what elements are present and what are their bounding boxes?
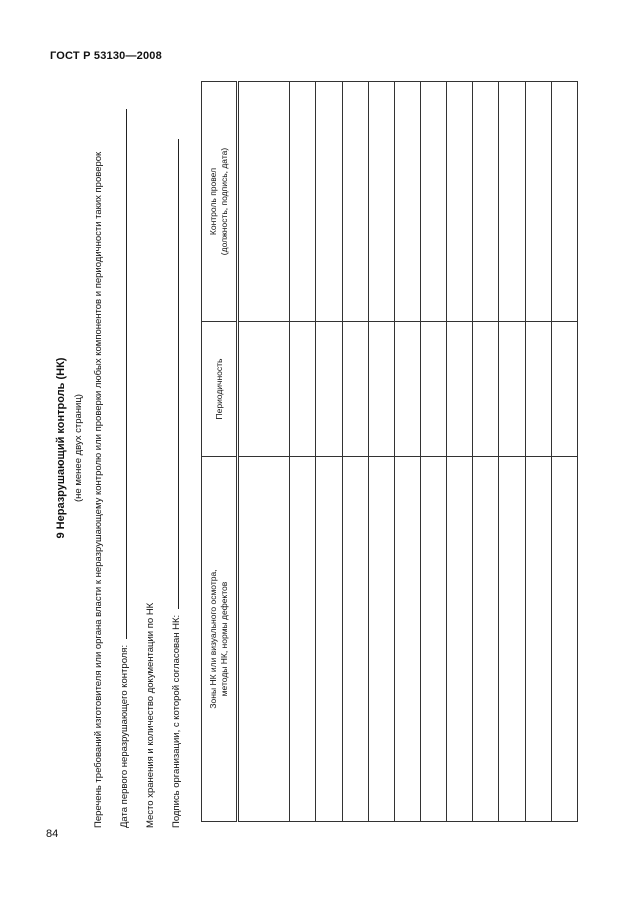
table-header-row <box>202 82 238 822</box>
inspector-cell[interactable] <box>238 82 290 322</box>
zones-cell[interactable] <box>316 457 342 822</box>
table-row <box>238 82 290 822</box>
inspector-cell[interactable] <box>290 82 316 322</box>
first-inspection-date-label: Дата первого неразрушающего контроля: <box>119 644 130 828</box>
zones-cell[interactable] <box>499 457 525 822</box>
column-header-inspector-line2: (должность, подпись, дата) <box>219 147 229 256</box>
periodicity-cell[interactable] <box>368 322 394 457</box>
table-row <box>551 82 577 822</box>
column-header-inspector <box>202 82 238 322</box>
agreement-signature-label: Подпись организации, с которой согласован НК: <box>171 614 182 828</box>
documentation-location-line <box>145 603 156 828</box>
inspector-cell[interactable] <box>525 82 551 322</box>
landscape-content <box>55 68 585 828</box>
zones-cell[interactable] <box>447 457 473 822</box>
inspector-cell[interactable] <box>368 82 394 322</box>
periodicity-cell[interactable] <box>499 322 525 457</box>
document-header: ГОСТ Р 53130—2008 <box>50 50 162 62</box>
periodicity-cell[interactable] <box>551 322 577 457</box>
page-number: 84 <box>46 828 59 840</box>
section-subtitle: (не менее двух страниц) <box>73 394 84 502</box>
periodicity-cell[interactable] <box>447 322 473 457</box>
inspector-cell[interactable] <box>447 82 473 322</box>
column-header-zones-line2: методы НК, нормы дефектов <box>219 581 229 697</box>
table-row <box>316 82 342 822</box>
periodicity-cell[interactable] <box>316 322 342 457</box>
table-row <box>525 82 551 822</box>
table-row <box>368 82 394 822</box>
table-row <box>394 82 420 822</box>
periodicity-cell[interactable] <box>342 322 368 457</box>
periodicity-cell[interactable] <box>290 322 316 457</box>
column-header-periodicity <box>202 322 238 457</box>
zones-cell[interactable] <box>368 457 394 822</box>
column-header-zones-line1: Зоны НК или визуального осмотра, <box>208 569 218 709</box>
nk-table <box>201 81 578 822</box>
documentation-location-label: Место хранения и количество документации по НК <box>145 602 156 828</box>
periodicity-cell[interactable] <box>394 322 420 457</box>
section-title: 9 Неразрушающий контроль (НК) <box>55 357 67 539</box>
zones-cell[interactable] <box>421 457 447 822</box>
agreement-signature-blank[interactable] <box>177 139 179 609</box>
column-header-inspector-line1: Контроль провел <box>208 167 218 236</box>
periodicity-cell[interactable] <box>421 322 447 457</box>
zones-cell[interactable] <box>290 457 316 822</box>
requirements-list-label: Перечень требований изготовителя или органа власти к неразрушающему контролю или проверки любых компонентов и периодичности таких проверок <box>93 151 104 828</box>
first-inspection-date-blank[interactable] <box>125 109 127 639</box>
inspector-cell[interactable] <box>394 82 420 322</box>
periodicity-cell[interactable] <box>473 322 499 457</box>
column-header-periodicity-label: Периодичность <box>213 358 224 420</box>
periodicity-cell[interactable] <box>238 322 290 457</box>
table-row <box>421 82 447 822</box>
first-inspection-date-line <box>119 109 130 828</box>
column-header-zones <box>202 457 238 822</box>
zones-cell[interactable] <box>238 457 290 822</box>
inspector-cell[interactable] <box>551 82 577 322</box>
table-row <box>447 82 473 822</box>
zones-cell[interactable] <box>473 457 499 822</box>
table-row <box>342 82 368 822</box>
inspector-cell[interactable] <box>499 82 525 322</box>
periodicity-cell[interactable] <box>525 322 551 457</box>
zones-cell[interactable] <box>525 457 551 822</box>
table-row <box>473 82 499 822</box>
agreement-signature-line <box>171 139 182 828</box>
inspector-cell[interactable] <box>316 82 342 322</box>
table-row <box>290 82 316 822</box>
inspector-cell[interactable] <box>421 82 447 322</box>
zones-cell[interactable] <box>551 457 577 822</box>
requirements-list-line <box>93 152 104 828</box>
inspector-cell[interactable] <box>342 82 368 322</box>
table-body <box>238 82 578 822</box>
inspector-cell[interactable] <box>473 82 499 322</box>
table-row <box>499 82 525 822</box>
zones-cell[interactable] <box>394 457 420 822</box>
zones-cell[interactable] <box>342 457 368 822</box>
